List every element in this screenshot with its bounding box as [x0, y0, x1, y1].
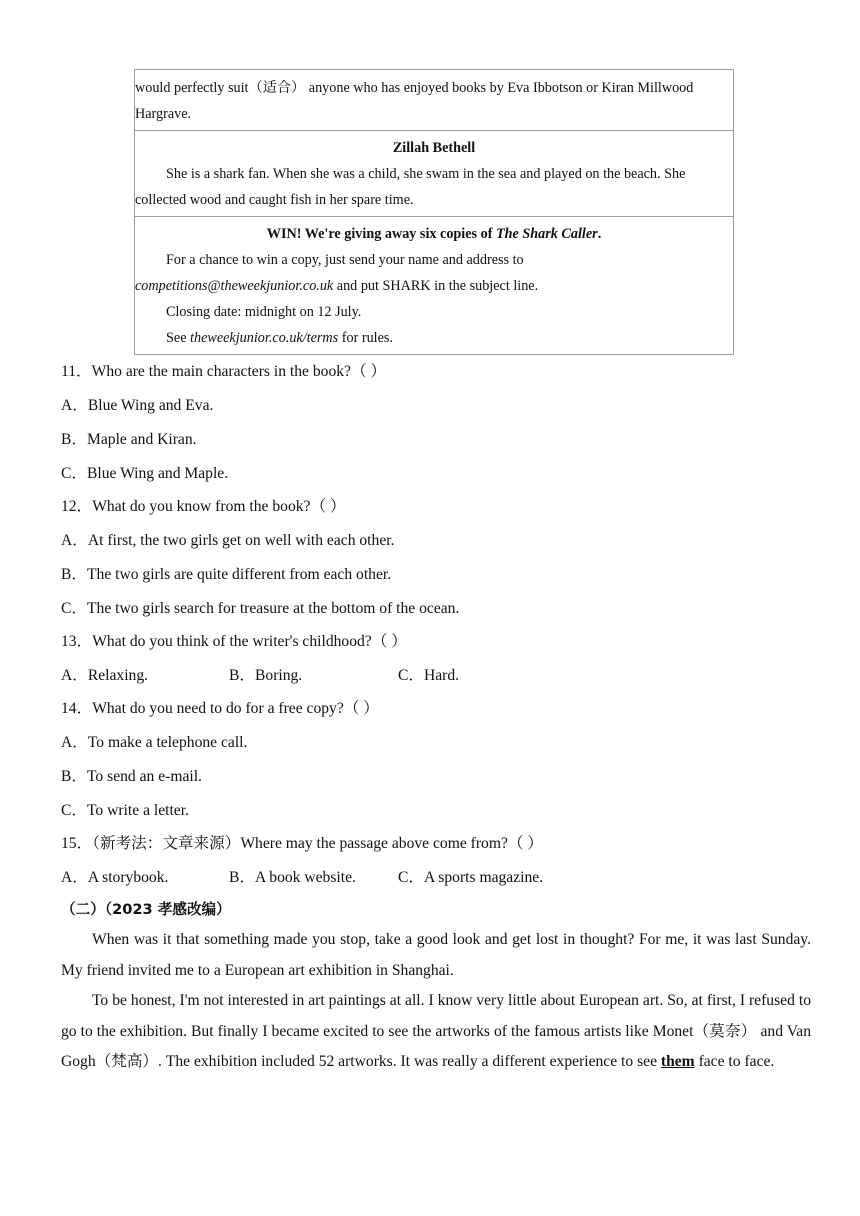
question-15: 15．（新考法：文章来源）Where may the passage above come from?（ ） — [61, 835, 543, 852]
q11-option-a: A．Blue Wing and Eva. — [61, 397, 214, 414]
q14-option-c: C．To write a letter. — [61, 802, 189, 819]
giveaway-title-suffix: . — [597, 226, 602, 242]
terms-link: theweekjunior.co.uk/terms — [190, 330, 339, 346]
question-14: 14．What do you need to do for a free copy?（ ） — [61, 700, 379, 717]
question-11: 11．Who are the main characters in the book?（ ） — [61, 363, 387, 380]
q15-option-a: A．A storybook. — [61, 869, 169, 886]
paragraph-2-text-before: To be honest, I'm not interested in art paintings at all. I know very little about European art. So, at first, I refused to go to the exhibition. But finally I became excited to see the artworks of the famous artists like Monet（莫奈） and Van Gogh（梵高）. The exhibition included 52 artworks. It was really a different experience to see — [61, 992, 811, 1070]
giveaway-line-2-rest: and put SHARK in the subject line. — [333, 278, 539, 294]
q11-option-c: C．Blue Wing and Maple. — [61, 465, 229, 482]
q15-options — [61, 865, 543, 887]
passage-paragraph-2 — [61, 986, 811, 1078]
giveaway-title — [135, 221, 733, 247]
q15-option-c: C．A sports magazine. — [398, 869, 544, 886]
q15-option-b: B．A book website. — [229, 869, 356, 886]
box-cell-author — [135, 130, 733, 216]
review-line-1: would perfectly suit（适合） anyone who has enjoyed books by Eva Ibbotson or Kiran Millwood — [135, 80, 694, 96]
giveaway-line-2 — [135, 273, 733, 299]
underlined-word: them — [660, 1053, 695, 1070]
rules-prefix: See — [166, 330, 191, 346]
q14-option-a: A．To make a telephone call. — [61, 734, 248, 751]
box-cell-review — [135, 70, 733, 130]
review-line-2: Hargrave. — [135, 106, 192, 122]
q13-options — [61, 663, 459, 685]
q12-option-a: A．At first, the two girls get on well with each other. — [61, 532, 395, 549]
question-13: 13．What do you think of the writer's childhood?（ ） — [61, 633, 407, 650]
question-12: 12．What do you know from the book?（ ） — [61, 498, 346, 515]
competition-email: competitions@theweekjunior.co.uk — [135, 278, 334, 294]
q11-option-b: B．Maple and Kiran. — [61, 431, 197, 448]
q13-option-a: A．Relaxing. — [61, 667, 149, 684]
book-title: The Shark Caller — [495, 226, 598, 242]
section-heading: （二）（2023 孝感改编） — [61, 901, 231, 918]
q14-option-b: B．To send an e-mail. — [61, 768, 202, 785]
rules-suffix: for rules. — [338, 330, 393, 346]
q13-option-c: C．Hard. — [398, 667, 460, 684]
paragraph-1-text: When was it that something made you stop, take a good look and get lost in thought? For me, it was last Sunday. My friend invited me to a European art exhibition in Shanghai. — [61, 931, 811, 979]
info-box — [134, 69, 734, 355]
author-bio-line-2: collected wood and caught fish in her spare time. — [135, 192, 414, 208]
box-cell-giveaway — [135, 216, 733, 354]
q13-option-b: B．Boring. — [229, 667, 303, 684]
paragraph-2-text-after: face to face. — [694, 1053, 775, 1070]
passage-paragraph-1 — [61, 925, 811, 986]
q12-option-b: B．The two girls are quite different from each other. — [61, 566, 392, 583]
rules-line — [135, 325, 733, 351]
author-name: Zillah Bethell — [392, 140, 476, 156]
giveaway-title-prefix: WIN! We're giving away six copies of — [266, 226, 496, 242]
q12-option-c: C．The two girls search for treasure at the bottom of the ocean. — [61, 600, 460, 617]
giveaway-line-1: For a chance to win a copy, just send your name and address to — [166, 252, 524, 268]
closing-date: Closing date: midnight on 12 July. — [166, 304, 362, 320]
author-bio-line-1: She is a shark fan. When she was a child, she swam in the sea and played on the beach. She — [166, 166, 686, 182]
